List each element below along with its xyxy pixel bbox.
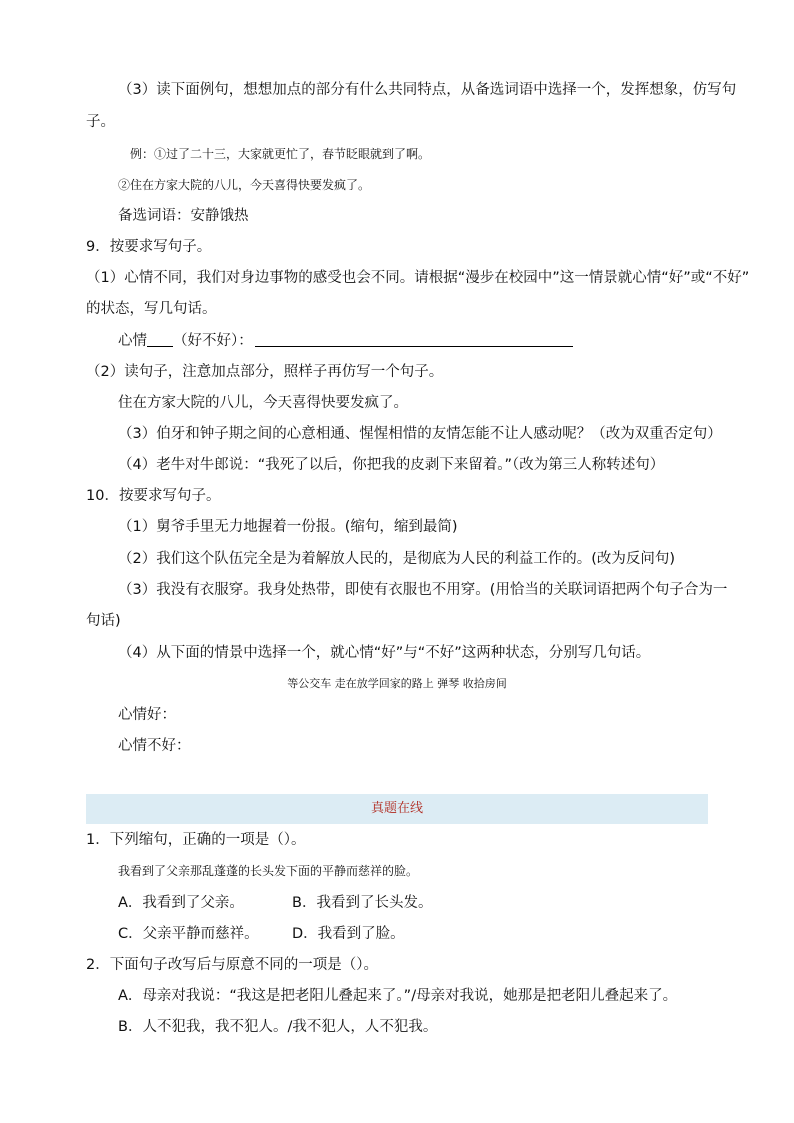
z2-option-a[interactable]: A．母亲对我说：“我这是把老阳儿叠起来了。”/母亲对我说，她那是把老阳儿叠起来了。	[118, 988, 678, 1004]
z1-title: 1．下列缩句，正确的一项是（）。	[86, 832, 306, 848]
q9-1-line1: （1）心情不同，我们对身边事物的感受也会不同。请根据“漫步在校园中”这一情景就心情“好”或“不好”	[86, 270, 750, 286]
q9-2: （2）读句子，注意加点部分，照样子再仿写一个句子。	[86, 364, 444, 380]
q10-1: （1）舅爷手里无力地握着一份报。(缩句，缩到最简)	[118, 519, 458, 535]
mood-blank[interactable]	[147, 332, 173, 347]
answer-line[interactable]	[255, 332, 573, 347]
q9-title: 9．按要求写句子。	[86, 239, 212, 255]
q10-2: （2）我们这个队伍完全是为着解放人民的，是彻底为人民的利益工作的。(改为反问句)	[118, 551, 676, 567]
q9-1-prompt-b: （好不好）：	[173, 333, 253, 349]
q10-4-bad: 心情不好：	[118, 738, 191, 754]
q9-1-prompt	[118, 331, 573, 351]
q3-options: 备选词语：安静饿热	[118, 208, 249, 224]
q3-intro-line1: （3）读下面例句，想想加点的部分有什么共同特点，从备选词语中选择一个，发挥想象，仿写句	[118, 82, 737, 98]
z2-option-b[interactable]: B．人不犯我，我不犯人。/我不犯人，人不犯我。	[118, 1019, 438, 1035]
q9-1-line2: 的状态，写几句话。	[86, 301, 217, 317]
z1-sentence: 我看到了父亲那乱蓬蓬的长头发下面的平静而慈祥的脸。	[118, 864, 419, 878]
q10-3-line1: （3）我没有衣服穿。我身处热带，即使有衣服也不用穿。(用恰当的关联词语把两个句子合为一	[118, 582, 728, 598]
section-banner: 真题在线	[86, 794, 708, 824]
z1-option-a[interactable]: A．我看到了父亲。	[118, 895, 244, 911]
q3-example-2: ②住在方家大院的八儿，今天喜得快要发疯了。	[118, 178, 371, 192]
q10-3-line2: 句话)	[86, 613, 121, 629]
z2-title: 2．下面句子改写后与原意不同的一项是（）。	[86, 957, 378, 973]
q3-intro-line2: 子。	[86, 114, 115, 130]
q3-example-1: 例：①过了二十三，大家就更忙了，春节眨眼就到了啊。	[130, 147, 431, 161]
q10-4-good: 心情好：	[118, 707, 176, 723]
q10-4-scenes: 等公交车 走在放学回家的路上 弹琴 收拾房间	[287, 677, 507, 690]
z1-option-c[interactable]: C．父亲平静而慈祥。	[118, 926, 259, 942]
q10-title: 10．按要求写句子。	[86, 488, 221, 504]
q9-4: （4）老牛对牛郎说：“我死了以后，你把我的皮剥下来留着。”（改为第三人称转述句）	[118, 457, 665, 473]
q9-2-example: 住在方家大院的八儿，今天喜得快要发疯了。	[118, 395, 408, 411]
q10-4: （4）从下面的情景中选择一个，就心情“好”与“不好”这两种状态，分别写几句话。	[118, 645, 651, 661]
z1-option-b[interactable]: B．我看到了长头发。	[292, 895, 433, 911]
q9-3: （3）伯牙和钟子期之间的心意相通、惺惺相惜的友情怎能不让人感动呢？（改为双重否定句）	[118, 426, 722, 442]
q9-1-prompt-a: 心情	[118, 333, 147, 349]
z1-option-d[interactable]: D．我看到了脸。	[292, 926, 405, 942]
